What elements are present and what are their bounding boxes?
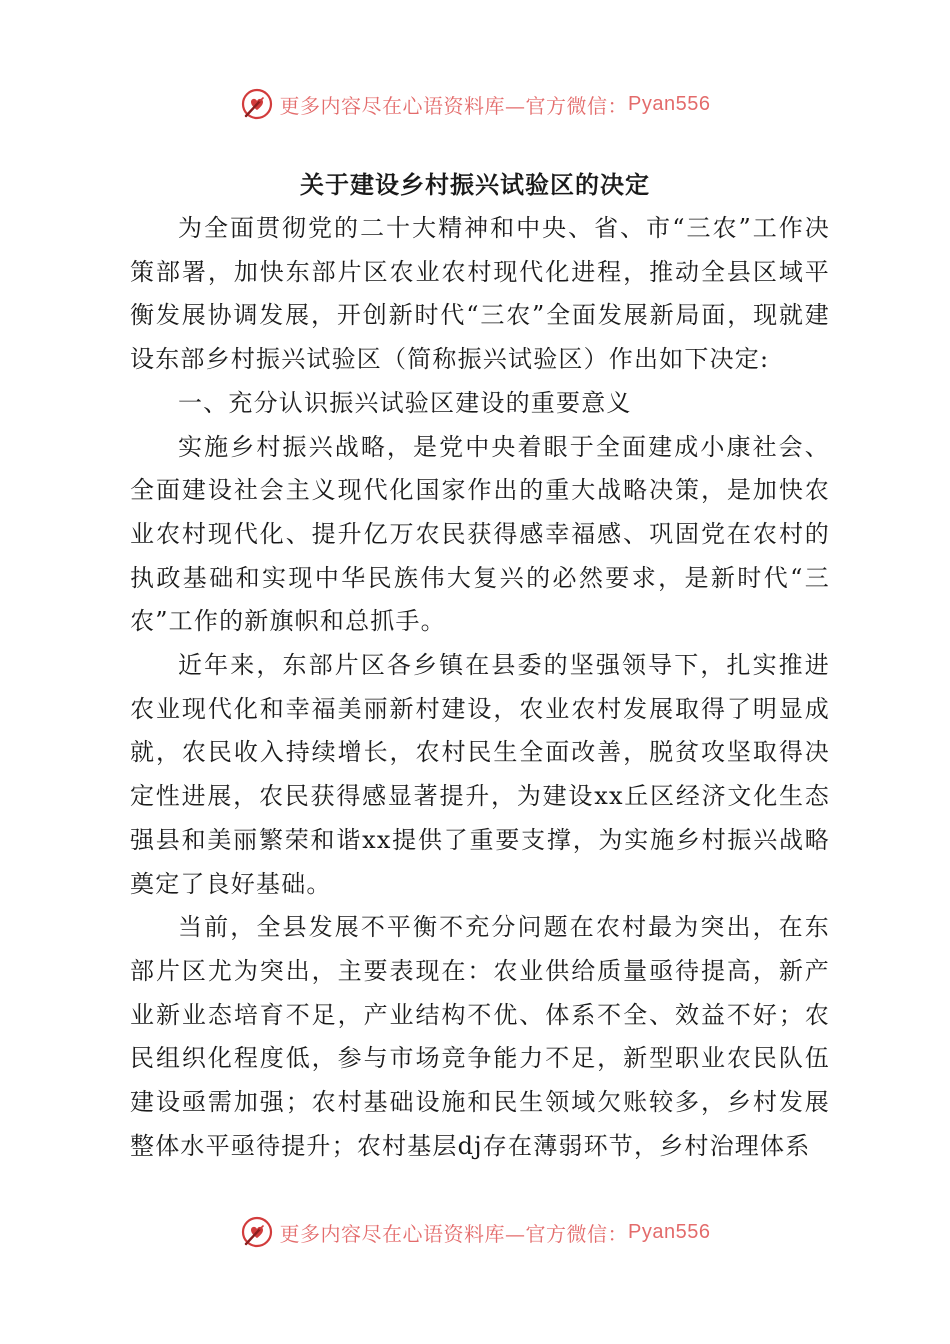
paragraph-intro: 为全面贯彻党的二十大精神和中央、省、市“三农”工作决策部署，加快东部片区农业农村现代化进程，推动全县区域平衡发展协调发展，开创新时代“三农”全面发展新局面，现就建设东部乡村振兴试验区（简称振兴试验区）作出如下决定:	[130, 214, 830, 374]
paragraph-issues: 当前，全县发展不平衡不充分问题在农村最为突出，在东部片区尤为突出，主要表现在：农业供给质量亟待提高，新产业新业态培育不足，产业结构不优、体系不全、效益不好；农民组织化程度低，参与市场竞争能力不足，新型职业农民队伍建设亟需加强；农村基础设施和民生领域欠账较多，乡村发展整体水平亟待提升；农村基层dj存在薄弱环节，乡村治理体系	[130, 913, 830, 1160]
pen-heart-logo-icon	[240, 1215, 274, 1249]
paragraph-progress: 近年来，东部片区各乡镇在县委的坚强领导下，扎实推进农业现代化和幸福美丽新村建设，农业农村发展取得了明显成就，农民收入持续增长，农村民生全面改善，脱贫攻坚取得决定性进展，农民获得感显著提升，为建设xx丘区经济文化生态强县和美丽繁荣和谐xx提供了重要支撑，为实施乡村振兴战略奠定了良好基础。	[130, 651, 830, 898]
pen-heart-logo-icon	[240, 87, 274, 121]
document-title: 关于建设乡村振兴试验区的决定	[300, 170, 650, 199]
watermark-text: 更多内容尽在心语资料库—官方微信：	[279, 93, 629, 118]
document-body	[130, 207, 830, 1168]
header-watermark	[0, 84, 950, 124]
section-heading-1: 一、充分认识振兴试验区建设的重要意义	[178, 388, 632, 417]
watermark-text: 更多内容尽在心语资料库—官方微信：	[279, 1221, 629, 1246]
watermark-wechat-id: Pyan556	[628, 92, 711, 115]
watermark-wechat-id: Pyan556	[628, 1220, 711, 1243]
footer-watermark	[0, 1212, 950, 1252]
paragraph-strategy: 实施乡村振兴战略，是党中央着眼于全面建成小康社会、全面建设社会主义现代化国家作出的重大战略决策，是加快农业农村现代化、提升亿万农民获得感幸福感、巩固党在农村的执政基础和实现中华民族伟大复兴的必然要求，是新时代“三农”工作的新旗帜和总抓手。	[130, 432, 830, 636]
